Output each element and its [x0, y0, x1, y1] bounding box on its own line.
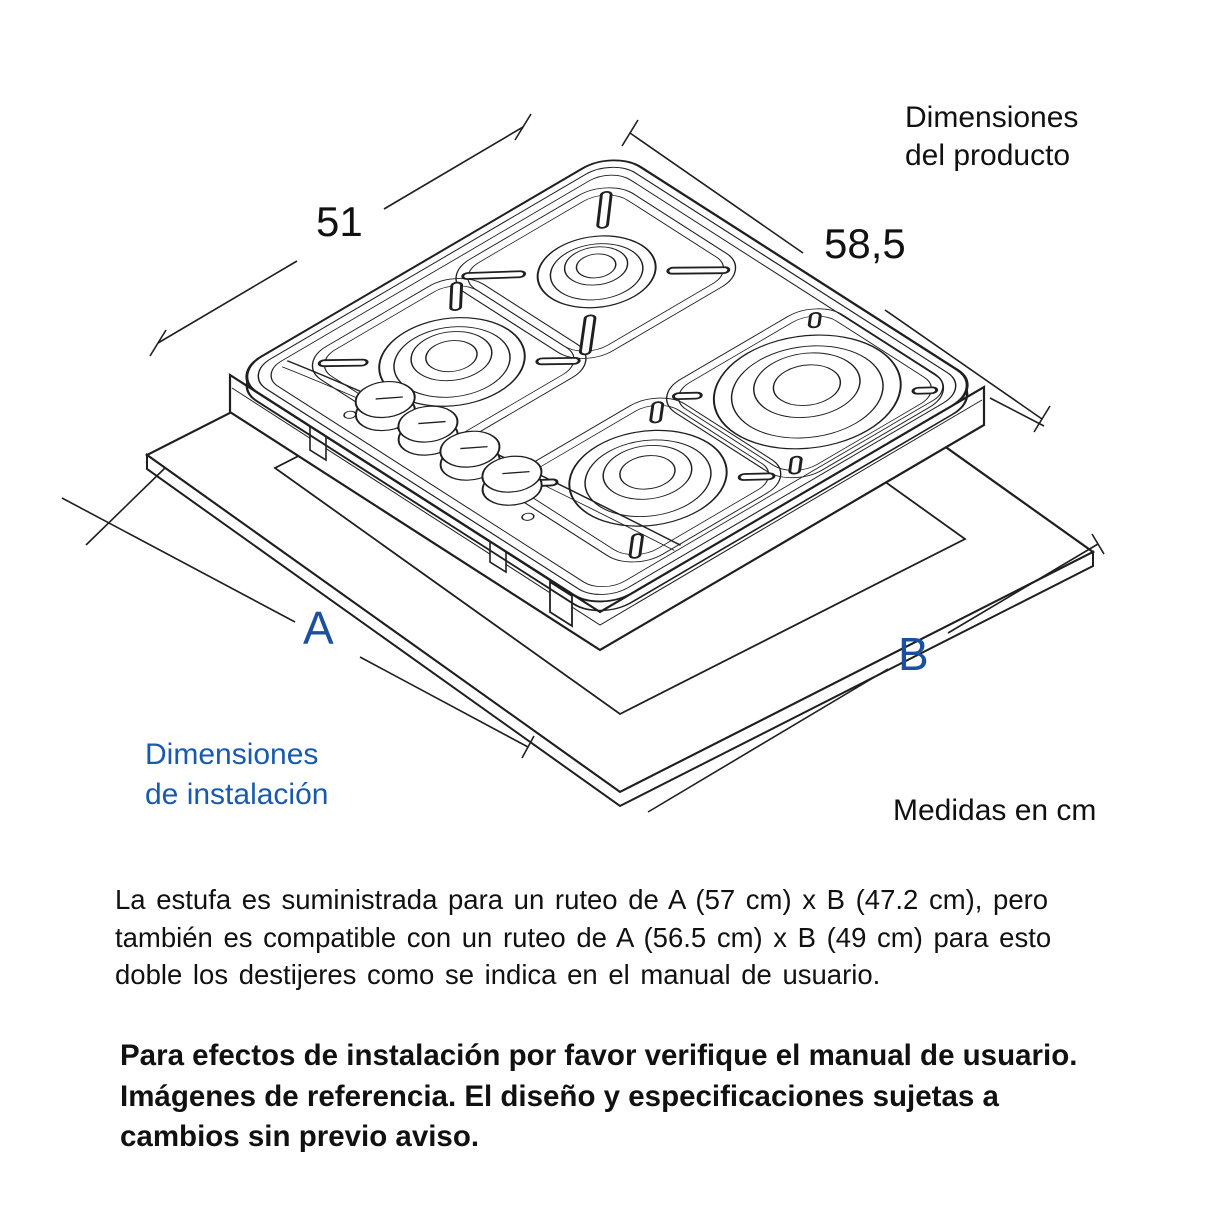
installation-dimensions-title-line1: Dimensiones [145, 738, 319, 771]
dimension-b-label: B [898, 628, 929, 680]
disclaimer-line2: Imágenes de referencia. El diseño y especificaciones sujetas a [120, 1079, 999, 1113]
installation-dimensions-title [145, 735, 328, 815]
dimension-width-value: 51 [316, 198, 363, 245]
routing-paragraph [115, 881, 1051, 994]
dimension-depth-value: 58,5 [824, 220, 906, 267]
routing-line3: doble los destijeres como se indica en el manual de usuario. [115, 959, 881, 990]
units-note: Medidas en cm [893, 794, 1097, 827]
disclaimer-line3: cambios sin previo aviso. [120, 1120, 480, 1153]
product-dimensions-title-line1: Dimensiones [905, 101, 1079, 134]
disclaimer-paragraph [120, 1036, 1077, 1158]
disclaimer-line1: Para efectos de instalación por favor verifique el manual de usuario. [120, 1039, 1078, 1072]
dimension-a-label: A [303, 602, 334, 654]
installation-dimensions-title-line2: de instalación [145, 778, 329, 811]
routing-line2: también es compatible con un ruteo de A (56.5 cm) x B (49 cm) para esto [115, 921, 1052, 953]
product-dimensions-title-line2: del producto [905, 139, 1071, 172]
product-dimensions-title [905, 99, 1078, 175]
routing-line1: La estufa es suministrada para un ruteo de A (57 cm) x B (47.2 cm), pero [115, 884, 1049, 915]
